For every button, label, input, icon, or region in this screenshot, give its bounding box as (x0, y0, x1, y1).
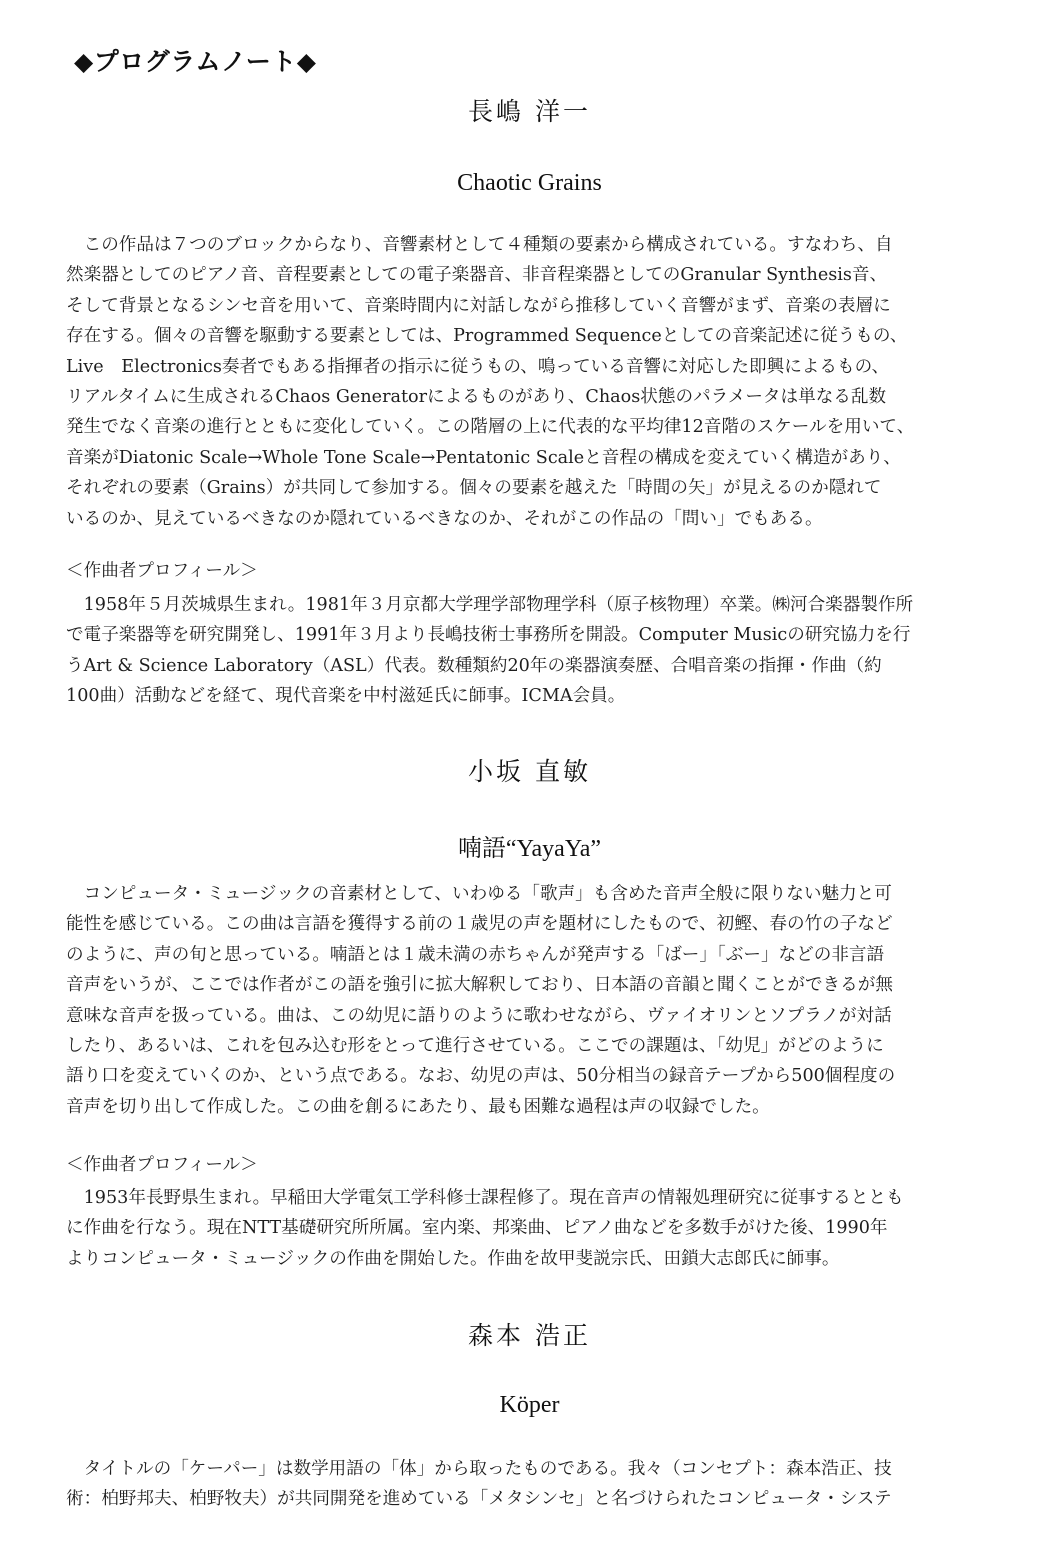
text-line: 音楽がDiatonic Scale→Whole Tone Scale→Pentatonic Scaleと音程の構成を変えていく構造があり、 (66, 447, 901, 468)
text-line: いるのか、見えているべきなのか隠れているべきなのか、それがこの作品の「問い」でもある。 (66, 508, 823, 529)
text-line: リアルタイムに生成されるChaos Generatorによるものがあり、Chaos状態のパラメータは単なる乱数 (66, 387, 887, 408)
text-line: 存在する。個々の音響を駆動する要素としては、Programmed Sequenceとしての音楽記述に従うもの、 (66, 326, 908, 347)
text-line: 100曲）活動などを経て、現代音楽を中村滋延氏に師事。ICMA会員。 (66, 686, 626, 707)
composer-name: 森本 浩正 (468, 1321, 591, 1350)
text-line: タイトルの「ケーパー」は数学用語の「体」から取ったものである。我々（コンセプト：森本浩正、技 (66, 1459, 892, 1479)
text-line: 音声をいうが、ここでは作者がこの語を強引に拡大解釈しており、日本語の音韻と聞くことができるが無 (66, 975, 893, 996)
composer-profile (66, 1183, 1006, 1274)
text-line: コンピュータ・ミュージックの音素材として、いわゆる「歌声」も含めた音声全般に限りない魅力と可 (66, 884, 892, 904)
section-title: ◆プログラムノート◆ (74, 47, 317, 76)
text-line: Live Electronics奏者でもある指揮者の指示に従うもの、鳴っている音響に対応した即興によるもの、 (66, 356, 890, 377)
text-line: のように、声の旬と思っている。喃語とは１歳未満の赤ちゃんが発声する「ばー」「ぶー」などの非言語 (66, 944, 885, 965)
work-title: Chaotic Grains (457, 170, 602, 196)
text-line: よりコンピュータ・ミュージックの作曲を開始した。作曲を故甲斐説宗氏、田鎖大志郎氏に師事。 (66, 1248, 840, 1269)
profile-heading: ＜作曲者プロフィール＞ (66, 1155, 258, 1175)
composer-name: 小坂 直敏 (468, 757, 591, 786)
text-line: そして背景となるシンセ音を用いて、音楽時間内に対話しながら推移していく音響がまず、音楽の表層に (66, 295, 891, 316)
text-line: 1958年５月茨城県生まれ。1981年３月京都大学理学部物理学科（原子核物理）卒業。㈱河合楽器製作所 (66, 595, 914, 615)
text-line: 能性を感じている。この曲は言語を獲得する前の１歳児の声を題材にしたもので、初鰹、春の竹の子など (66, 914, 893, 935)
text-line: 意味な音声を扱っている。曲は、この幼児に語りのように歌わせながら、ヴァイオリンとソプラノが対話 (66, 1005, 892, 1026)
composer-name: 長嶋 洋一 (468, 97, 591, 126)
program-note (66, 1454, 1006, 1515)
text-line: 発生でなく音楽の進行とともに変化していく。この階層の上に代表的な平均律12音階のスケールを用いて、 (66, 417, 915, 438)
program-note (66, 230, 1006, 534)
composer-profile (66, 590, 1006, 712)
text-line: この作品は７つのブロックからなり、音響素材として４種類の要素から構成されている。すなわち、自 (66, 235, 893, 255)
text-line: で電子楽器等を研究開発し、1991年３月より長嶋技術士事務所を開設。Computer Musicの研究協力を行 (66, 625, 911, 646)
text-line: 音声を切り出して作成した。この曲を創るにあたり、最も困難な過程は声の収録でした。 (66, 1096, 770, 1117)
work-title: Köper (499, 1392, 560, 1418)
text-line: それぞれの要素（Grains）が共同して参加する。個々の要素を越えた「時間の矢」が見えるのか隠れて (66, 478, 882, 499)
text-line: うArt & Science Laboratory（ASL）代表。数種類約20年の楽器演奏歴、合唱音楽の指揮・作曲（約 (66, 655, 882, 676)
text-line: 語り口を変えていくのか、という点である。なお、幼児の声は、50分相当の録音テープから500個程度の (66, 1066, 896, 1087)
profile-heading: ＜作曲者プロフィール＞ (66, 561, 258, 581)
text-line: したり、あるいは、これを包み込む形をとって進行させている。ここでの課題は、「幼児」がどのように (66, 1036, 884, 1057)
work-title: 喃語“YayaYa” (457, 836, 602, 862)
program-note (66, 879, 1006, 1122)
text-line: 然楽器としてのピアノ音、音程要素としての電子楽器音、非音程楽器としてのGranular Synthesis音、 (66, 265, 888, 286)
text-line: 術：柏野邦夫、柏野牧夫）が共同開発を進めている「メタシンセ」と名づけられたコンピュータ・システ (66, 1489, 892, 1510)
text-line: に作曲を行なう。現在NTT基礎研究所所属。室内楽、邦楽曲、ピアノ曲などを多数手がけた後、1990年 (66, 1218, 888, 1239)
text-line: 1953年長野県生まれ。早稲田大学電気工学科修士課程修了。現在音声の情報処理研究に従事するととも (66, 1188, 904, 1208)
